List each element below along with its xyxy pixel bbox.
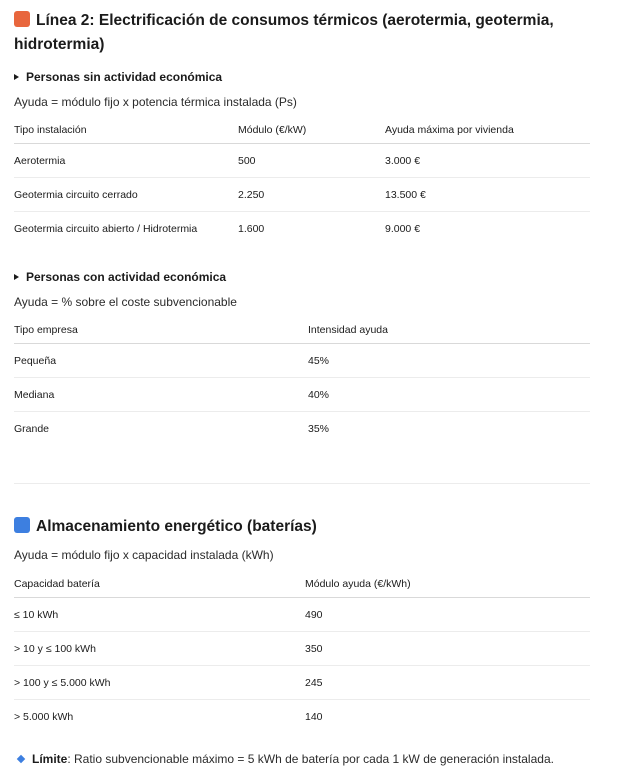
table-cell: 245 [305,666,590,700]
table-cell: Aerotermia [14,144,238,178]
table-header-row [14,571,590,598]
triangle-bullet-icon [14,274,19,280]
limit-note [18,752,554,766]
table-cell: 45% [308,344,590,378]
table-cell: Pequeña [14,344,308,378]
limit-label: Límite [32,752,68,766]
table-cell: 350 [305,632,590,666]
table-almacenamiento [14,571,590,733]
table-cell: 3.000 € [385,144,590,178]
table-cell: 500 [238,144,385,178]
column-header: Tipo empresa [14,317,308,344]
table-cell: 40% [308,378,590,412]
table-header-row [14,317,590,344]
formula-sin-actividad: Ayuda = módulo fijo x potencia térmica instalada (Ps) [14,95,297,109]
column-header: Módulo (€/kW) [238,117,385,144]
blue-square-icon [14,517,30,533]
column-header: Tipo instalación [14,117,238,144]
section-title-almacenamiento: Almacenamiento energético (baterías) [14,515,594,539]
table-row [14,666,590,700]
table-cell: Geotermia circuito cerrado [14,178,238,212]
blue-diamond-icon [17,755,25,763]
table-row [14,212,590,246]
subheading-con-actividad: Personas con actividad económica [14,270,226,284]
column-header: Intensidad ayuda [308,317,590,344]
table-cell: 13.500 € [385,178,590,212]
section-title-linea2: Línea 2: Electrificación de consumos térmicos (aerotermia, geotermia, hidrotermia) [14,12,554,53]
table-con-actividad [14,317,590,445]
formula-almacenamiento: Ayuda = módulo fijo x capacidad instalada (kWh) [14,548,274,562]
table-cell: ≤ 10 kWh [14,598,305,632]
table-sin-actividad [14,117,590,245]
limit-text: : Ratio subvencionable máximo = 5 kWh de batería por cada 1 kW de generación instalada. [67,752,554,766]
column-header: Módulo ayuda (€/kWh) [305,571,590,598]
table-cell: Geotermia circuito abierto / Hidrotermia [14,222,198,235]
column-header: Ayuda máxima por vivienda [385,117,590,144]
table-row [14,412,590,446]
table-cell: 35% [308,422,330,435]
table-cell: 140 [305,710,323,723]
table-cell: > 5.000 kWh [14,710,74,723]
orange-square-icon [14,11,30,27]
table-cell: > 100 y ≤ 5.000 kWh [14,666,305,700]
table-row [14,344,590,378]
table-cell: 2.250 [238,178,385,212]
formula-con-actividad: Ayuda = % sobre el coste subvencionable [14,295,237,309]
table-cell: 490 [305,598,590,632]
table-row [14,144,590,178]
table-cell: 9.000 € [385,222,421,235]
table-header-row [14,117,590,144]
triangle-bullet-icon [14,74,19,80]
table-row [14,632,590,666]
table-cell: 1.600 [238,222,265,235]
column-header: Capacidad batería [14,571,305,598]
table-row [14,700,590,734]
table-row [14,178,590,212]
table-row [14,378,590,412]
section-divider [14,483,590,484]
table-cell: Mediana [14,378,308,412]
table-cell: Grande [14,422,50,435]
table-cell: > 10 y ≤ 100 kWh [14,632,305,666]
subheading-sin-actividad: Personas sin actividad económica [14,70,222,84]
table-row [14,598,590,632]
